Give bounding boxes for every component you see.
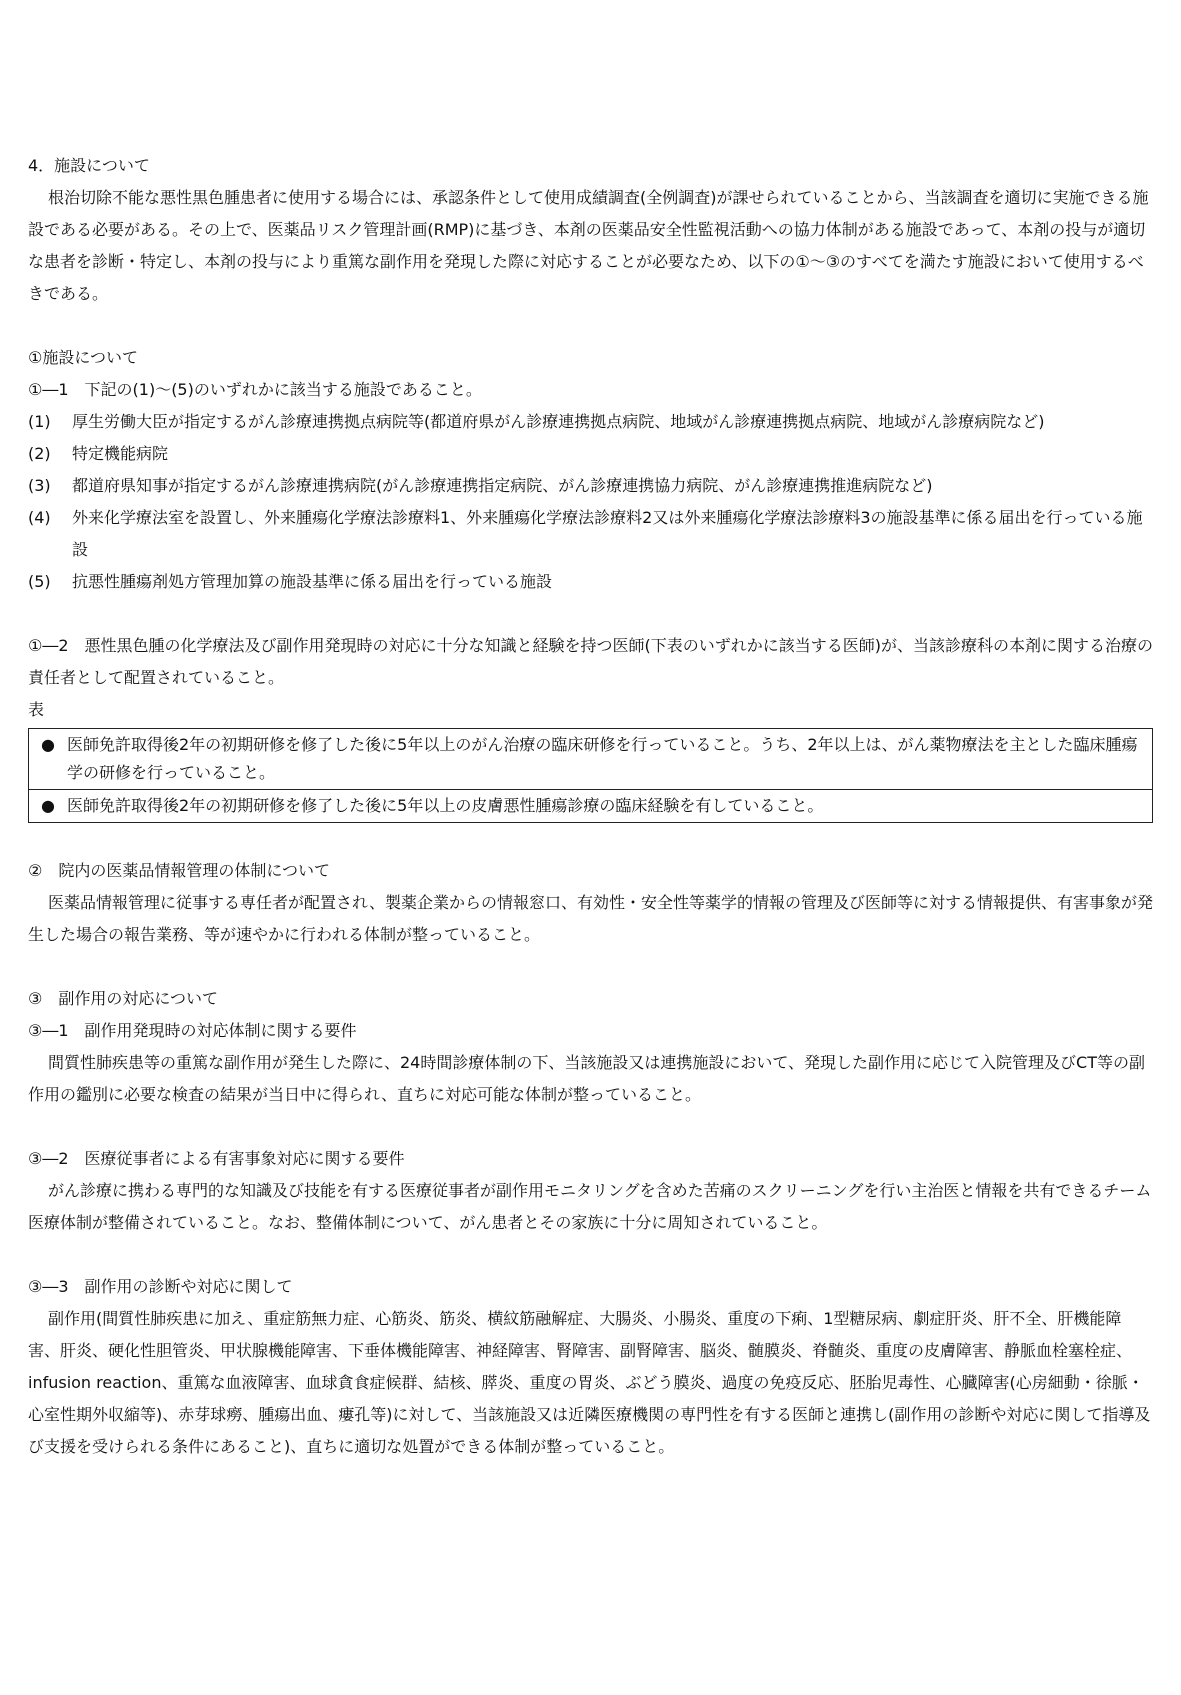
bullet-icon: ●	[29, 790, 68, 823]
table-row	[29, 729, 1153, 790]
item-text: 特定機能病院	[72, 444, 169, 463]
adverse-sub2-text: がん診療に携わる専門的な知識及び技能を有する医療従事者が副作用モニタリングを含めた苦痛のスクリーニングを行い主治医と情報を共有できるチーム医療体制が整備されていること。なお、整備体制について、がん患者とその家族に十分に周知されていること。	[28, 1181, 1152, 1232]
facility-item	[28, 502, 1153, 566]
drug-info-heading: ② 院内の医薬品情報管理の体制について	[28, 861, 331, 880]
table-cell: 医師免許取得後2年の初期研修を修了した後に5年以上のがん治療の臨床研修を行っていること。うち、2年以上は、がん薬物療法を主とした臨床腫瘍学の研修を行っていること。	[67, 729, 1153, 790]
adverse-heading: ③ 副作用の対応について	[28, 989, 219, 1008]
item-number: (2)	[28, 444, 51, 463]
facility-sub2-text: ①―2 悪性黒色腫の化学療法及び副作用発現時の対応に十分な知識と経験を持つ医師(下表のいずれかに該当する医師)が、当該診療科の本剤に関する治療の責任者として配置されていること。	[28, 636, 1154, 687]
facility-item	[28, 438, 1153, 470]
drug-info-text: 医薬品情報管理に従事する専任者が配置され、製薬企業からの情報窓口、有効性・安全性等薬学的情報の管理及び医師等に対する情報提供、有害事象が発生した場合の報告業務、等が速やかに行われる体制が整っていること。	[28, 893, 1153, 944]
adverse-sub3-heading: ③―3 副作用の診断や対応に関して	[28, 1277, 293, 1296]
bullet-icon: ●	[29, 729, 68, 790]
item-text: 厚生労働大臣が指定するがん診療連携拠点病院等(都道府県がん診療連携拠点病院、地域がん診療連携拠点病院、地域がん診療病院など)	[72, 412, 1045, 431]
requirements-table	[28, 728, 1153, 823]
adverse-sub1-text: 間質性肺疾患等の重篤な副作用が発生した際に、24時間診療体制の下、当該施設又は連携施設において、発現した副作用に応じて入院管理及びCT等の副作用の鑑別に必要な検査の結果が当日中に得られ、直ちに対応可能な体制が整っていること。	[28, 1053, 1145, 1104]
adverse-sub2-heading: ③―2 医療従事者による有害事象対応に関する要件	[28, 1149, 405, 1168]
adverse-sub1-heading: ③―1 副作用発現時の対応体制に関する要件	[28, 1021, 357, 1040]
item-number: (3)	[28, 476, 51, 495]
facility-heading: ①施設について	[28, 348, 139, 367]
table-cell: 医師免許取得後2年の初期研修を修了した後に5年以上の皮膚悪性腫瘍診療の臨床経験を有していること。	[67, 790, 1153, 823]
document-body	[28, 150, 1153, 1463]
item-number: (1)	[28, 412, 51, 431]
item-text: 抗悪性腫瘍剤処方管理加算の施設基準に係る届出を行っている施設	[72, 572, 553, 591]
table-row	[29, 790, 1153, 823]
adverse-sub3-text: 副作用(間質性肺疾患に加え、重症筋無力症、心筋炎、筋炎、横紋筋融解症、大腸炎、小腸炎、重度の下痢、1型糖尿病、劇症肝炎、肝不全、肝機能障害、肝炎、硬化性胆管炎、甲状腺機能障害、下垂体機能障害、神経障害、腎障害、副腎障害、脳炎、髄膜炎、脊髄炎、重度の皮膚障害、静脈血栓塞栓症、infusion reaction、重篤な血液障害、血球貪食症候群、結核、膵炎、重度の胃炎、ぶどう膜炎、過度の免疫反応、胚胎児毒性、心臓障害(心房細動・徐脈・心室性期外収縮等)、赤芽球癆、腫瘍出血、瘻孔等)に対して、当該施設又は近隣医療機関の専門性を有する医師と連携し(副作用の診断や対応に関して指導及び支援を受けられる条件にあること)、直ちに適切な処置ができる体制が整っていること。	[28, 1309, 1151, 1456]
item-number: (4)	[28, 508, 51, 527]
facility-item	[28, 406, 1153, 438]
section-4-heading: 4．施設について	[28, 156, 150, 175]
facility-sub1-heading: ①―1 下記の(1)～(5)のいずれかに該当する施設であること。	[28, 380, 482, 399]
item-text: 外来化学療法室を設置し、外来腫瘍化学療法診療料1、外来腫瘍化学療法診療料2又は外来腫瘍化学療法診療料3の施設基準に係る届出を行っている施設	[72, 508, 1143, 559]
item-number: (5)	[28, 572, 51, 591]
facility-item	[28, 470, 1153, 502]
section-4-intro: 根治切除不能な悪性黒色腫患者に使用する場合には、承認条件として使用成績調査(全例調査)が課せられていることから、当該調査を適切に実施できる施設である必要がある。その上で、医薬品リスク管理計画(RMP)に基づき、本剤の医薬品安全性監視活動への協力体制がある施設であって、本剤の投与が適切な患者を診断・特定し、本剤の投与により重篤な副作用を発現した際に対応することが必要なため、以下の①～③のすべてを満たす施設において使用するべきである。	[28, 188, 1149, 303]
table-label: 表	[28, 700, 45, 719]
facility-item	[28, 566, 1153, 598]
item-text: 都道府県知事が指定するがん診療連携病院(がん診療連携指定病院、がん診療連携協力病院、がん診療連携推進病院など)	[72, 476, 933, 495]
